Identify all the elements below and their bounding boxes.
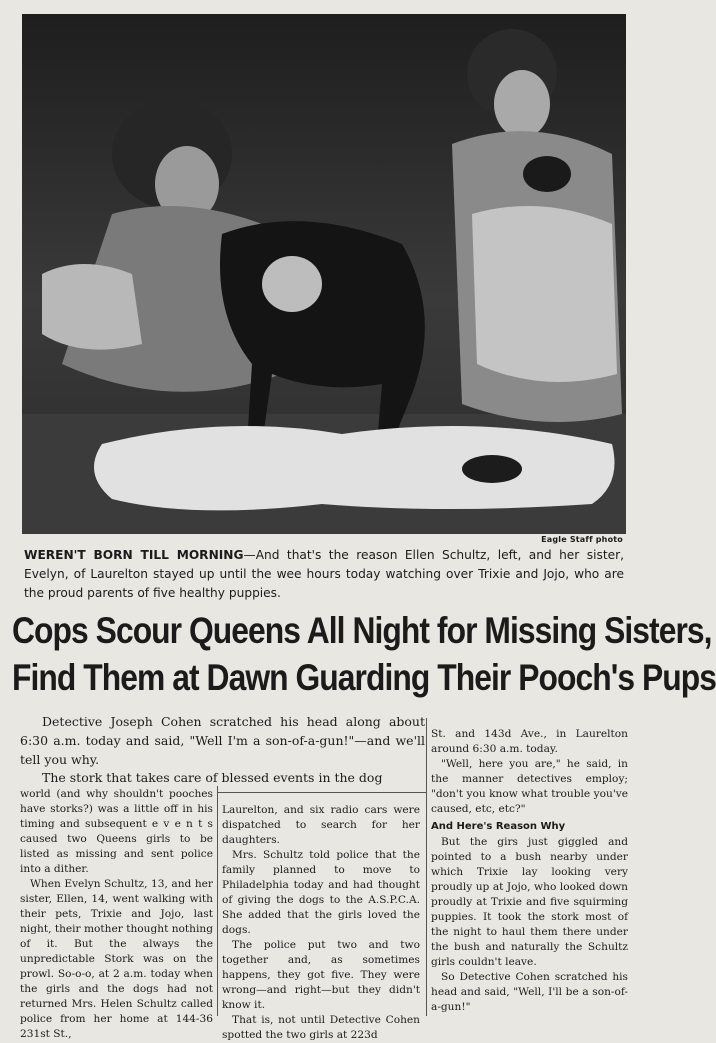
paragraph: That is, not until Detective Cohen spotted the two girls at 223d	[222, 1014, 420, 1041]
paragraph: world (and why shouldn't pooches have storks?) was a little off in his timing and subsequent e v e n t s caused two Queens girls to be listed as missing and sent police into a dither.	[20, 788, 213, 875]
headline	[12, 607, 716, 701]
paragraph: Mrs. Schultz told police that the family planned to move to Philadelphia today and had thought of giving the dogs to the A.S.P.C.A. She added that the girls loved the dogs.	[222, 849, 420, 936]
column-rule	[218, 792, 426, 793]
paragraph: St. and 143d Ave., in Laurelton around 6:30 a.m. today.	[431, 728, 628, 755]
lede-paragraph: Detective Joseph Cohen scratched his head along about 6:30 a.m. today and said, "Well I'm a son-of-a-gun!"—and we'll tell you why.	[20, 714, 425, 767]
paragraph: "Well, here you are," he said, in the manner detectives employ; "don't you know what trouble you've caused, etc, etc?"	[431, 758, 628, 815]
photo-caption	[24, 546, 624, 603]
news-photo	[22, 14, 626, 534]
photo-illustration	[22, 14, 626, 534]
headline-line-1: Cops Scour Queens All Night for Missing Sisters,	[12, 610, 712, 651]
article-lede	[20, 712, 425, 769]
caption-body: —And that's the reason Ellen Schultz, left, and her sister, Evelyn, of Laurelton stayed up until the wee hours today watching over Trixie and Jojo, who are the proud parents of five healthy puppies.	[24, 548, 624, 600]
article-column-1	[20, 787, 213, 1042]
paragraph: When Evelyn Schultz, 13, and her sister, Ellen, 14, went walking with their pets, Trixie and Jojo, last night, their mother thought nothing of it. But the always the unpredictable Stork was on the prowl. So-o-o, at 2 a.m. today when the girls and the dogs had not returned Mrs. Helen Schultz called police from her home at 144-36 231st St.,	[20, 878, 213, 1040]
paragraph: But the girs just giggled and pointed to a bush nearby under which Trixie lay looking very proudly up at Jojo, who looked down proudly at Trixie and five squirming puppies. It took the stork most of the night to haul them there under the bush and naturally the Schultz girls couldn't leave.	[431, 836, 628, 968]
column-rule	[426, 718, 427, 1016]
article-column-3	[431, 727, 628, 1015]
paragraph: The police put two and two together and, as sometimes happens, they got five. They were wrong—and right—but they didn't know it.	[222, 939, 420, 1011]
subhead: And Here's Reason Why	[431, 821, 566, 832]
paragraph: So Detective Cohen scratched his head and said, "Well, I'll be a son-of-a-gun!"	[431, 971, 628, 1013]
stork-line: The stork that takes care of blessed events in the dog	[42, 770, 383, 785]
paragraph: Laurelton, and six radio cars were dispatched to search for her daughters.	[222, 804, 420, 846]
column-rule	[217, 786, 218, 1016]
photo-credit: Eagle Staff photo	[541, 535, 623, 544]
caption-lead: WEREN'T BORN TILL MORNING	[24, 548, 244, 562]
article-column-2	[222, 803, 420, 1043]
headline-line-2: Find Them at Dawn Guarding Their Pooch's Pups	[12, 657, 716, 698]
